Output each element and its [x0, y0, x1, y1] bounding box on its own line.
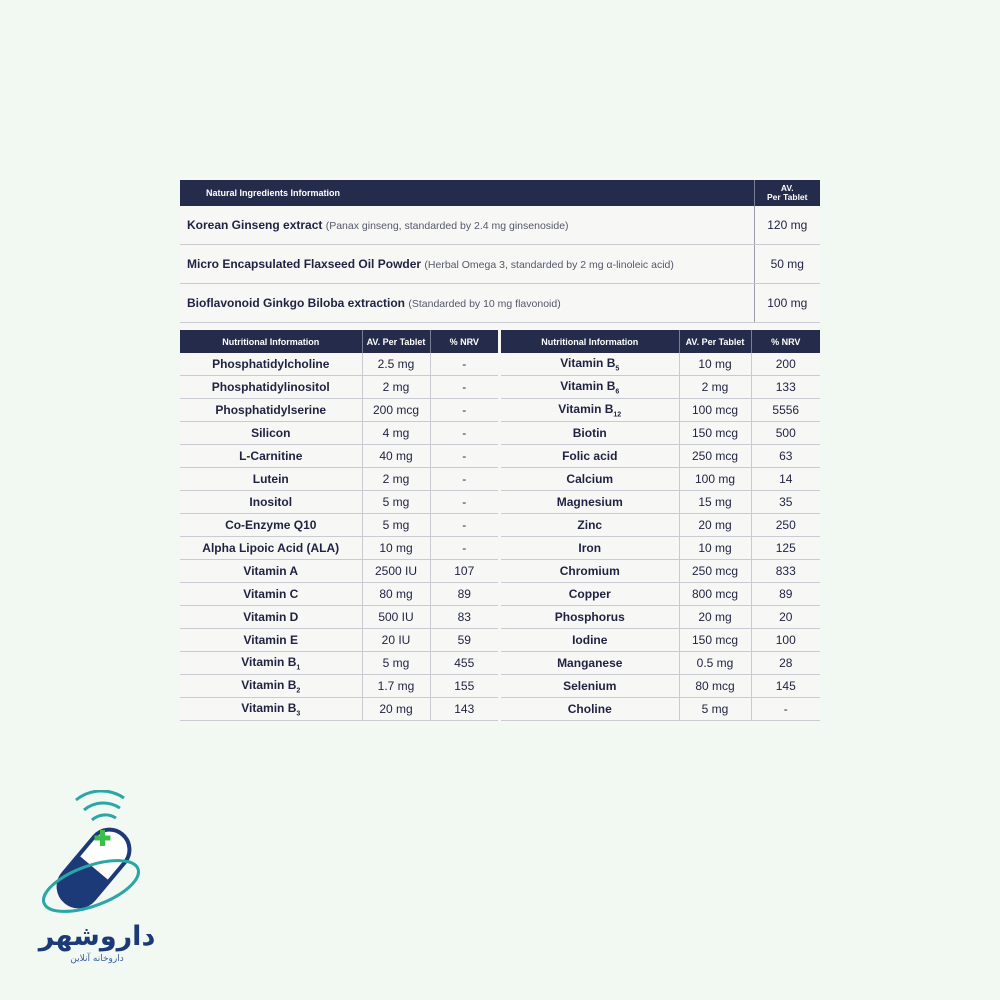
nutrient-amount: 20 mg	[679, 514, 751, 537]
nutrition-row	[501, 675, 820, 698]
nutrition-row	[180, 422, 498, 445]
nutrition-row	[180, 491, 498, 514]
nutrient-name: Vitamin C	[180, 583, 362, 606]
nutrient-name: Phosphorus	[501, 606, 679, 629]
natural-header-row	[180, 180, 820, 206]
nutrient-subscript: 1	[296, 664, 301, 672]
nutrient-amount: 4 mg	[362, 422, 430, 445]
nutrient-nrv: 63	[751, 445, 820, 468]
nutrition-row	[180, 376, 498, 399]
nutrient-subscript: 12	[613, 411, 622, 419]
nutrient-name: Vitamin $B_5$	[501, 353, 679, 376]
nutrient-amount: 2 mg	[362, 376, 430, 399]
nutrient-nrv: -	[430, 514, 498, 537]
natural-header: Natural Ingredients Information	[180, 180, 754, 206]
nutrition-row	[501, 652, 820, 675]
nutrient-name: Iodine	[501, 629, 679, 652]
nutrition-row	[501, 468, 820, 491]
nutrient-amount: 1.7 mg	[362, 675, 430, 698]
natural-row	[180, 284, 820, 323]
nutrient-amount: 80 mcg	[679, 675, 751, 698]
nutrient-amount: 150 mcg	[679, 629, 751, 652]
nutrient-amount: 150 mcg	[679, 422, 751, 445]
nutrient-name: Phosphatidylcholine	[180, 353, 362, 376]
nutrient-amount: 10 mg	[362, 537, 430, 560]
nutrition-row	[180, 514, 498, 537]
nutrient-name: Co-Enzyme Q10	[180, 514, 362, 537]
nutrition-header-nrv: % NRV	[751, 330, 820, 353]
nutrient-nrv: 5556	[751, 399, 820, 422]
nutrient-nrv: 59	[430, 629, 498, 652]
nutrition-row	[501, 353, 820, 376]
nutrient-amount: 800 mcg	[679, 583, 751, 606]
nutrition-row	[180, 698, 498, 721]
nutrient-subscript: 5	[615, 365, 620, 373]
nutrient-amount: 2 mg	[679, 376, 751, 399]
nutrition-row	[180, 445, 498, 468]
nutrition-header-row	[501, 330, 820, 353]
natural-amount: 100 mg	[754, 284, 820, 323]
natural-ingredient: Korean Ginseng extract (Panax ginseng, standarded by 2.4 mg ginsenoside)	[180, 206, 754, 245]
nutrient-nrv: 89	[430, 583, 498, 606]
nutrition-row	[501, 422, 820, 445]
nutrient-amount: 5 mg	[362, 514, 430, 537]
nutrient-nrv: 145	[751, 675, 820, 698]
nutrient-name: Silicon	[180, 422, 362, 445]
nutrient-subscript: 3	[296, 710, 301, 718]
nutrient-amount: 200 mcg	[362, 399, 430, 422]
nutrient-amount: 2.5 mg	[362, 353, 430, 376]
nutrient-amount: 20 IU	[362, 629, 430, 652]
nutrient-name: Vitamin $B_3$	[180, 698, 362, 721]
nutrition-row	[180, 468, 498, 491]
nutrient-name: Vitamin $B_6$	[501, 376, 679, 399]
nutrition-header-amount: AV. Per Tablet	[362, 330, 430, 353]
nutrient-name: Chromium	[501, 560, 679, 583]
brand-tagline: داروخانه آنلاین	[70, 954, 124, 964]
nutrient-nrv: -	[430, 468, 498, 491]
nutrient-name: Folic acid	[501, 445, 679, 468]
nutrition-row	[180, 675, 498, 698]
nutrient-nrv: 155	[430, 675, 498, 698]
nutrient-nrv: 143	[430, 698, 498, 721]
nutrient-amount: 10 mg	[679, 537, 751, 560]
nutrient-nrv: -	[430, 399, 498, 422]
nutrient-nrv: 133	[751, 376, 820, 399]
nutrient-amount: 40 mg	[362, 445, 430, 468]
nutrient-name: Iron	[501, 537, 679, 560]
nutrient-nrv: -	[430, 376, 498, 399]
nutrition-header-name: Nutritional Information	[501, 330, 679, 353]
nutrient-amount: 100 mcg	[679, 399, 751, 422]
nutrition-header-row	[180, 330, 498, 353]
nutrient-nrv: 28	[751, 652, 820, 675]
nutrition-row	[501, 629, 820, 652]
nutrient-amount: 0.5 mg	[679, 652, 751, 675]
natural-ingredient: Bioflavonoid Ginkgo Biloba extraction (Standarded by 10 mg flavonoid)	[180, 284, 754, 323]
nutrition-row	[180, 606, 498, 629]
nutrition-row	[501, 698, 820, 721]
nutrition-header-amount: AV. Per Tablet	[679, 330, 751, 353]
nutrient-amount: 20 mg	[679, 606, 751, 629]
nutrient-name: Phosphatidylserine	[180, 399, 362, 422]
nutrient-name: Vitamin E	[180, 629, 362, 652]
nutrient-amount: 250 mcg	[679, 445, 751, 468]
nutrient-amount: 500 IU	[362, 606, 430, 629]
nutrient-amount: 2 mg	[362, 468, 430, 491]
nutrition-row	[501, 537, 820, 560]
nutrient-nrv: 455	[430, 652, 498, 675]
nutrient-name: Vitamin $B_{12}$	[501, 399, 679, 422]
nutrient-nrv: 20	[751, 606, 820, 629]
nutrient-amount: 15 mg	[679, 491, 751, 514]
nutrient-nrv: 83	[430, 606, 498, 629]
nutrition-row	[501, 445, 820, 468]
nutrient-nrv: 500	[751, 422, 820, 445]
nutrient-amount: 5 mg	[679, 698, 751, 721]
nutrient-name: Zinc	[501, 514, 679, 537]
nutrient-nrv: 250	[751, 514, 820, 537]
nutrient-name: Vitamin A	[180, 560, 362, 583]
nutrient-amount: 10 mg	[679, 353, 751, 376]
nutrition-row	[180, 560, 498, 583]
natural-av-header: AV. Per Tablet	[754, 180, 820, 206]
nutrient-nrv: -	[430, 445, 498, 468]
nutrient-nrv: -	[430, 537, 498, 560]
nutrition-row	[180, 353, 498, 376]
nutrient-name: Phosphatidylinositol	[180, 376, 362, 399]
nutrient-amount: 250 mcg	[679, 560, 751, 583]
nutrient-subscript: 6	[615, 388, 620, 396]
nutrition-header-name: Nutritional Information	[180, 330, 362, 353]
nutrient-nrv: 35	[751, 491, 820, 514]
capsule-wifi-icon	[36, 790, 146, 920]
nutrient-name: Alpha Lipoic Acid (ALA)	[180, 537, 362, 560]
nutrition-row	[501, 606, 820, 629]
nutrition-row	[501, 583, 820, 606]
nutrition-row	[180, 399, 498, 422]
nutrition-row	[501, 560, 820, 583]
nutrient-nrv: -	[430, 353, 498, 376]
natural-ingredient: Micro Encapsulated Flaxseed Oil Powder (Herbal Omega 3, standarded by 2 mg α-linoleic acid)	[180, 245, 754, 284]
nutrient-name: Selenium	[501, 675, 679, 698]
nutrient-amount: 2500 IU	[362, 560, 430, 583]
nutrition-row	[180, 629, 498, 652]
nutrition-row	[180, 537, 498, 560]
nutrient-name: Magnesium	[501, 491, 679, 514]
natural-row	[180, 245, 820, 284]
nutrient-name: Choline	[501, 698, 679, 721]
nutrient-nrv: 107	[430, 560, 498, 583]
nutrient-nrv: 200	[751, 353, 820, 376]
supplement-facts-label	[180, 178, 820, 723]
nutrient-amount: 80 mg	[362, 583, 430, 606]
nutrition-table-right	[501, 330, 820, 721]
nutrient-name: Inositol	[180, 491, 362, 514]
nutrient-name: Copper	[501, 583, 679, 606]
nutrition-row	[180, 652, 498, 675]
nutrition-row	[180, 583, 498, 606]
nutrition-table-left	[180, 330, 498, 721]
nutrition-row	[501, 491, 820, 514]
nutrient-name: Biotin	[501, 422, 679, 445]
nutrient-name: Calcium	[501, 468, 679, 491]
nutrient-nrv: -	[430, 422, 498, 445]
nutrient-nrv: 100	[751, 629, 820, 652]
nutrient-name: Lutein	[180, 468, 362, 491]
nutrient-nrv: 833	[751, 560, 820, 583]
nutrient-amount: 100 mg	[679, 468, 751, 491]
nutrient-amount: 20 mg	[362, 698, 430, 721]
nutrient-name: Vitamin $B_2$	[180, 675, 362, 698]
brand-name: داروشهر	[38, 921, 156, 952]
nutrient-subscript: 2	[296, 687, 301, 695]
nutrition-header-nrv: % NRV	[430, 330, 498, 353]
nutrient-nrv: 89	[751, 583, 820, 606]
nutrient-amount: 5 mg	[362, 491, 430, 514]
natural-row	[180, 206, 820, 245]
nutrient-nrv: -	[751, 698, 820, 721]
natural-ingredients-table	[180, 180, 820, 323]
nutrient-amount: 5 mg	[362, 652, 430, 675]
nutrient-nrv: -	[430, 491, 498, 514]
nutrient-name: Vitamin D	[180, 606, 362, 629]
nutrient-nrv: 125	[751, 537, 820, 560]
nutrition-row	[501, 399, 820, 422]
nutrition-row	[501, 514, 820, 537]
nutrient-name: Manganese	[501, 652, 679, 675]
nutrition-row	[501, 376, 820, 399]
natural-amount: 50 mg	[754, 245, 820, 284]
nutrient-name: L-Carnitine	[180, 445, 362, 468]
nutrient-name: Vitamin $B_1$	[180, 652, 362, 675]
nutrient-nrv: 14	[751, 468, 820, 491]
natural-amount: 120 mg	[754, 206, 820, 245]
